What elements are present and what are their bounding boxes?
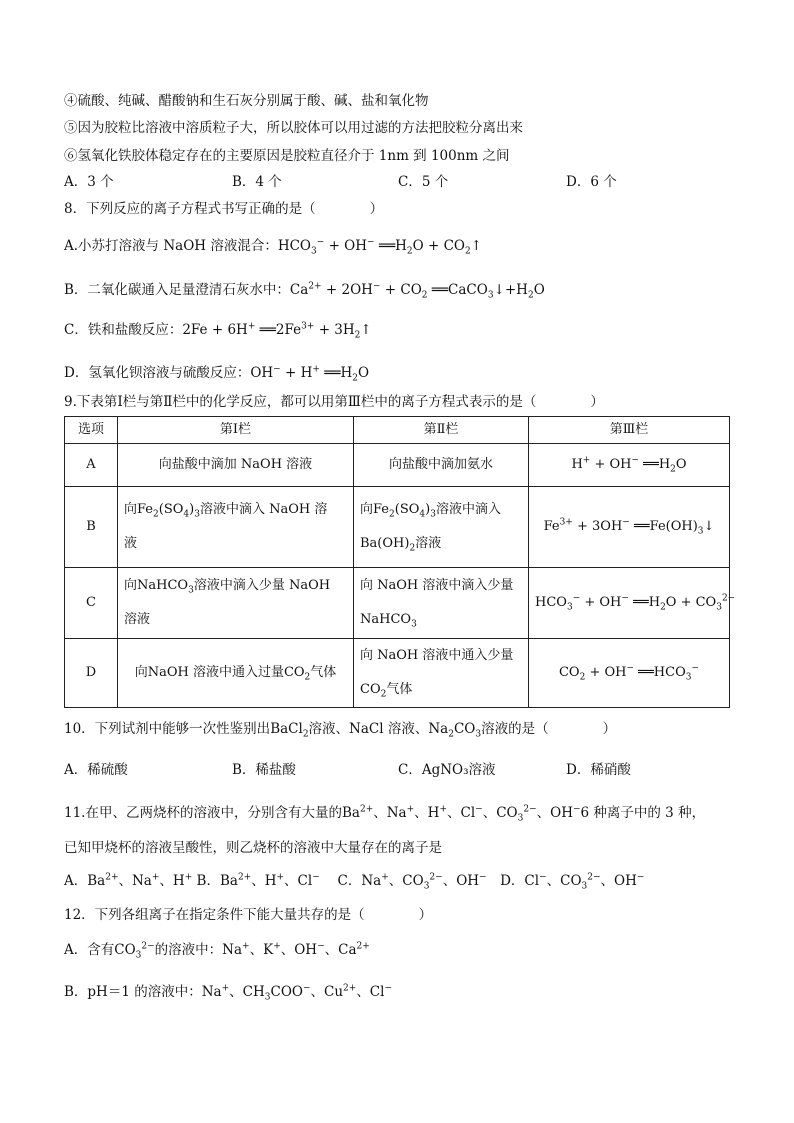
row-b-col2-text-b: 溶液	[415, 536, 442, 551]
row-d-label: D	[65, 639, 118, 708]
header-col2: 第Ⅱ栏	[354, 417, 529, 444]
q10-stem: 10．下列试剂中能够一次性鉴别出BaCl$_2$溶液、NaCl 溶液、$Na_2CO_3$溶液的是（ ）	[64, 721, 617, 740]
q12-a-label: A．含有	[64, 942, 115, 958]
q10-stem-c: 溶液的是（ ）	[481, 721, 617, 737]
q7-option-d: D．6 个	[566, 174, 617, 190]
q10-stem-b: 溶液、NaCl 溶液、	[308, 721, 429, 737]
q8-b-equation: $Ca^{2+} + 2OH^- + CO_2$ $══CaCO_3↓+H_2O$	[289, 281, 545, 301]
row-a-col3: H+ + OH− $══H_2O$	[529, 444, 730, 487]
row-c-label: C	[65, 568, 118, 639]
q8-b-label: B．二氧化碳通入足量澄清石灰水中：	[64, 282, 290, 298]
q8-option-c	[64, 320, 372, 340]
q8-option-b	[64, 280, 545, 300]
q12-a-mid: 的溶液中：	[154, 942, 223, 958]
q10-option-c: C．AgNO₃溶液	[398, 762, 496, 778]
row-d-col2-text-b: 气体	[386, 682, 413, 697]
q12-option-b: B．pH＝1 的溶液中：Na+、$CH_3COO^-$、$Cu^{2+}$、Cl−	[64, 983, 393, 1003]
row-b-col1-text-a: 溶液中滴入 NaOH 溶	[199, 502, 328, 517]
statement-5: ⑤因为胶粒比溶液中溶质粒子大，所以胶体可以用过滤的方法把胶粒分离出来	[64, 120, 523, 136]
q11-stem: 11.在甲、乙两烧杯的溶液中，分别含有大量的$Ba^{2+}$、Na+、H+、Cl−、$CO_3^{2-}$、OH−6 种离子中的 3 种，	[64, 804, 706, 824]
table-row-a	[65, 444, 730, 487]
row-c-col1-text-b: 溶液	[124, 612, 151, 627]
row-d-col2-text-a: 向 NaOH 溶液中通入少量	[360, 648, 514, 663]
table-header-row	[65, 417, 730, 444]
q11-options: A．$Ba^{2+}$、Na+、H+ B．$Ba^{2+}$、H+、Cl− C．Na+、$CO_3^{2-}$、OH− D．Cl−、$CO_3^{2-}$、OH−	[64, 872, 645, 892]
row-b-col1-text-b: 液	[124, 536, 138, 551]
row-d-col3: $CO_2 + OH^-$ $══HCO_3^-$	[529, 639, 730, 708]
q10-option-b: B．稀盐酸	[232, 762, 296, 778]
row-a-col1: 向盐酸中滴加 NaOH 溶液	[118, 444, 354, 487]
header-col1: 第Ⅰ栏	[118, 417, 354, 444]
q7-option-c: C．5 个	[398, 174, 449, 190]
row-d-col1: 向NaOH 溶液中通入过量$CO_2$气体	[118, 639, 354, 708]
row-c-col1: 向NaHCO$_3$溶液中滴入少量 NaOH 溶液	[118, 568, 354, 639]
q8-d-equation: OH− + H+ $══H_2O$	[250, 364, 370, 384]
q9-table	[64, 416, 736, 708]
table-row-c	[65, 568, 730, 639]
q10-option-a: A．稀硫酸	[64, 762, 128, 778]
q8-option-d	[64, 363, 369, 383]
q10-option-d: D．稀硝酸	[566, 762, 631, 778]
statement-4: ④硫酸、纯碱、醋酸钠和生石灰分别属于酸、碱、盐和氧化物	[64, 93, 429, 109]
q8-a-label: A.小苏打溶液与 NaOH 溶液混合：	[64, 238, 278, 254]
row-c-col2-text-a: 向 NaOH 溶液中滴入少量	[360, 578, 514, 593]
q7-option-b: B．4 个	[232, 174, 282, 190]
q12-b-label: B．pH＝1 的溶液中：	[64, 984, 202, 1000]
table-row-d	[65, 639, 730, 708]
row-b-label: B	[65, 487, 118, 568]
row-a-col2: 向盐酸中滴加氨水	[354, 444, 529, 487]
header-option: 选项	[65, 417, 118, 444]
q8-c-label: C．铁和盐酸反应：	[64, 322, 183, 338]
table-row-b	[65, 487, 730, 568]
row-d-col2: 向 NaOH 溶液中通入少量 $CO_2$气体	[354, 639, 529, 708]
q12-option-a: A．含有$CO_3^{2-}$的溶液中：Na+、K+、OH−、$Ca^{2+}$	[64, 941, 370, 961]
q11-stem-line2: 已知甲烧杯的溶液呈酸性，则乙烧杯的溶液中大量存在的离子是	[64, 840, 442, 856]
q8-c-equation: 2Fe + 6H+ $══2Fe^{3+}$ + $3H_2↑$	[182, 321, 372, 341]
q8-stem: 8．下列反应的离子方程式书写正确的是（ ）	[64, 201, 384, 217]
q9-stem: 9.下表第Ⅰ栏与第Ⅱ栏中的化学反应，都可以用第Ⅲ栏中的离子方程式表示的是（ ）	[64, 394, 604, 410]
row-c-col3: $HCO_3^- + OH^-$ $══H_2O + CO_3^{2-}$	[529, 568, 730, 639]
statement-6: ⑥氢氧化铁胶体稳定存在的主要原因是胶粒直径介于 1nm 到 100nm 之间	[64, 148, 510, 164]
q11-stem-a: 11.在甲、乙两烧杯的溶液中，分别含有大量的	[64, 805, 342, 821]
q8-option-a	[64, 236, 482, 256]
header-col3: 第Ⅲ栏	[529, 417, 730, 444]
row-b-col3: $Fe^{3+} + 3OH^-$ $══Fe(OH)_3↓$	[529, 487, 730, 568]
row-b-col2: 向$Fe_2(SO_4)_3$溶液中滴入 $Ba(OH)_2$溶液	[354, 487, 529, 568]
q8-d-label: D．氢氧化钡溶液与硫酸反应：	[64, 365, 251, 381]
row-c-col1-text-a: 溶液中滴入少量 NaOH	[193, 578, 331, 593]
row-c-col2: 向 NaOH 溶液中滴入少量 NaHCO$_3$	[354, 568, 529, 639]
row-b-col1: 向$Fe_2(SO_4)_3$溶液中滴入 NaOH 溶 液	[118, 487, 354, 568]
row-a-label: A	[65, 444, 118, 487]
row-d-col1-text: 气体	[310, 665, 337, 680]
row-b-col2-text-a: 溶液中滴入	[435, 502, 501, 517]
q12-stem: 12．下列各组离子在指定条件下能大量共存的是（ ）	[64, 907, 433, 923]
q11-stem-b: 6 种离子中的 3 种，	[580, 805, 706, 821]
q7-option-a: A．3 个	[64, 174, 114, 190]
q10-stem-a: 10．下列试剂中能够一次性鉴别出	[64, 721, 271, 737]
q8-a-equation: $HCO_3^- + OH^-$ $══H_2O$ + $CO_2↑$	[277, 237, 483, 257]
